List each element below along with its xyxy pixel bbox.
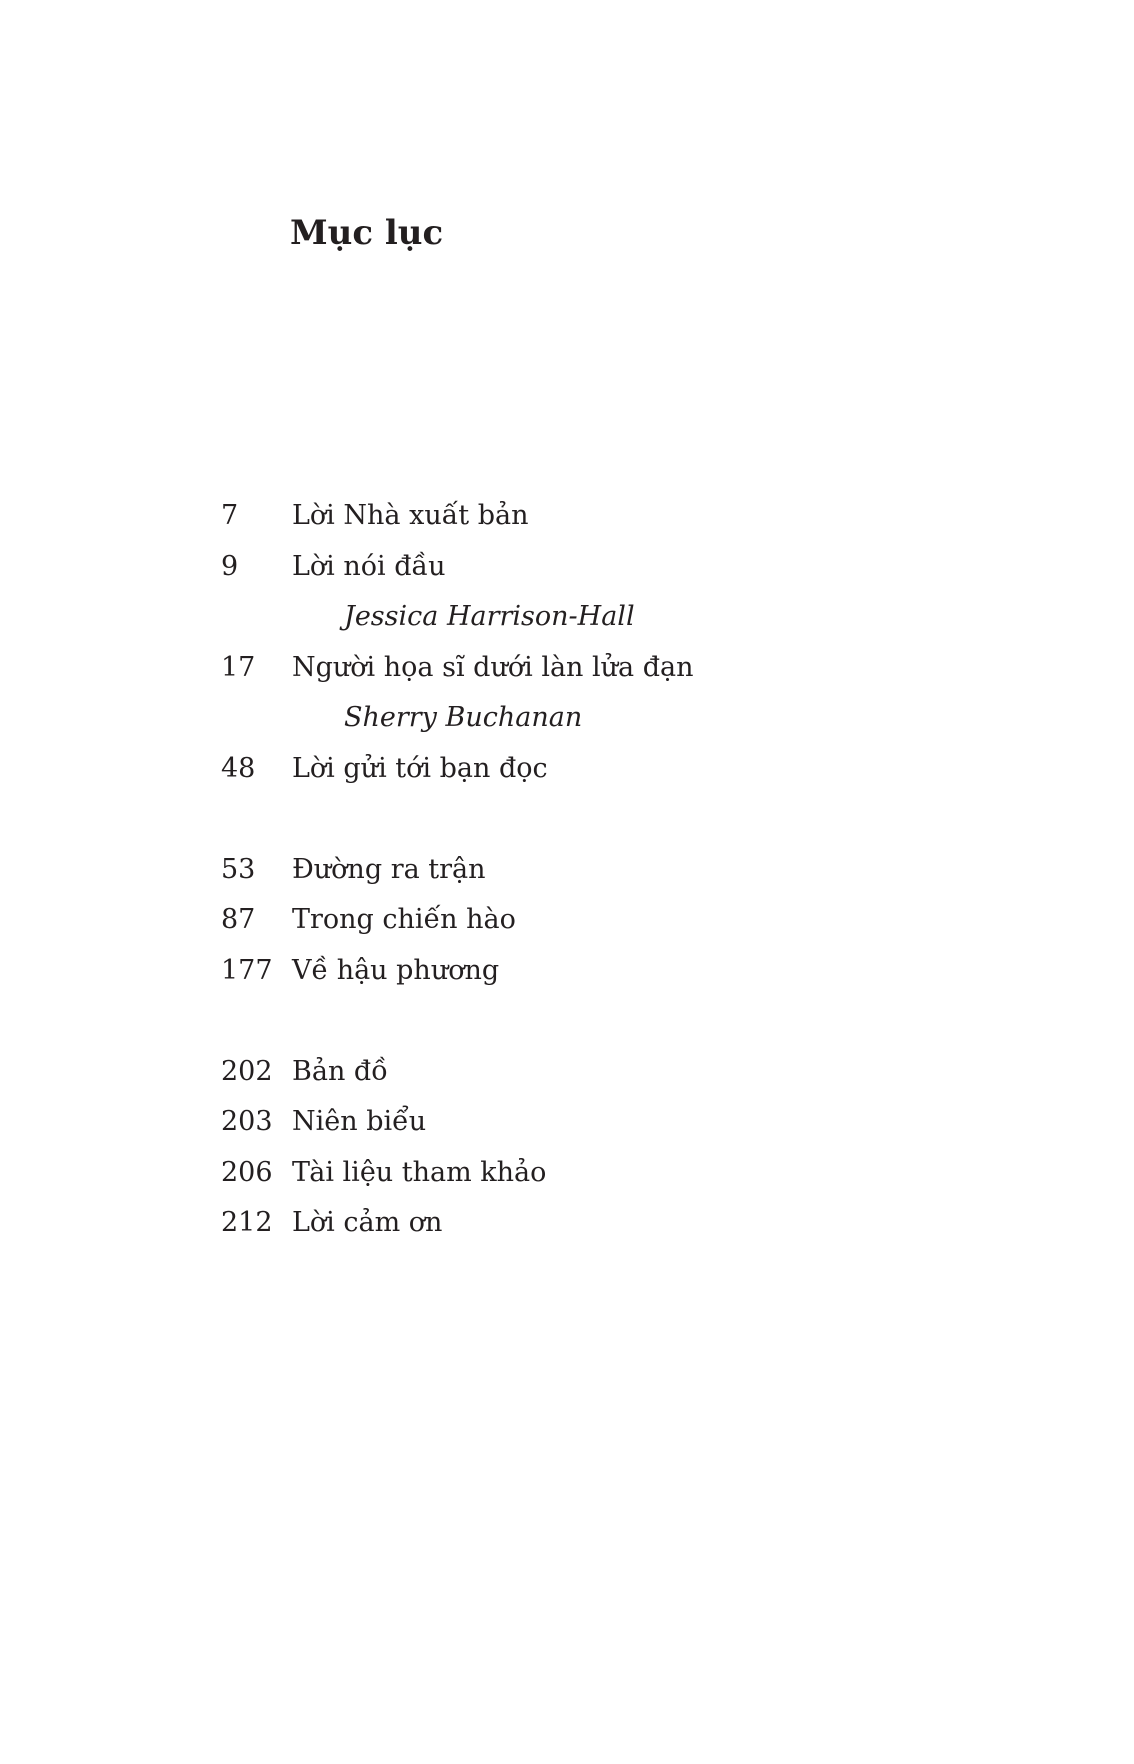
toc-entry-title: Bản đồ xyxy=(292,1055,388,1087)
toc-page-number: 206 xyxy=(221,1156,273,1188)
toc-entry-title: Lời Nhà xuất bản xyxy=(292,500,529,531)
toc-entry[interactable] xyxy=(221,744,1021,795)
toc-entry-title: Niên biểu xyxy=(292,1106,427,1137)
toc-entry-author: Jessica Harrison-Hall xyxy=(344,601,635,632)
toc-entry-title: Lời cảm ơn xyxy=(292,1207,443,1238)
toc-page-number: 87 xyxy=(221,904,256,935)
toc-page-number: 9 xyxy=(221,550,239,582)
toc-entry-title: Người họa sĩ dưới làn lửa đạn xyxy=(292,651,694,683)
toc-entry[interactable] xyxy=(221,1198,1021,1249)
table-of-contents xyxy=(221,491,1021,1249)
toc-entry-title: Tài liệu tham khảo xyxy=(292,1156,547,1188)
toc-page-number: 177 xyxy=(221,954,273,986)
toc-page-number: 212 xyxy=(221,1207,273,1238)
toc-page-number: 7 xyxy=(221,500,239,531)
toc-page-number: 17 xyxy=(221,651,256,683)
toc-page-number: 202 xyxy=(221,1055,273,1087)
toc-entry-title: Về hậu phương xyxy=(292,954,500,986)
toc-entry-title: Lời gửi tới bạn đọc xyxy=(292,752,548,784)
section-gap xyxy=(221,996,1021,1047)
toc-page-number: 203 xyxy=(221,1106,273,1137)
toc-entry[interactable] xyxy=(221,542,1021,593)
page-title: Mục lục xyxy=(290,213,444,253)
toc-entry[interactable] xyxy=(221,845,1021,896)
toc-entry[interactable] xyxy=(221,1047,1021,1098)
toc-entry[interactable] xyxy=(221,643,1021,694)
toc-page-number: 53 xyxy=(221,853,256,885)
toc-page-number: 48 xyxy=(221,752,256,784)
toc-entry-author: Sherry Buchanan xyxy=(344,702,583,733)
toc-entry[interactable] xyxy=(221,491,1021,542)
section-gap xyxy=(221,794,1021,845)
toc-entry[interactable] xyxy=(221,946,1021,997)
toc-entry[interactable] xyxy=(221,1148,1021,1199)
toc-entry-title: Đường ra trận xyxy=(292,853,486,885)
toc-entry[interactable] xyxy=(221,895,1021,946)
toc-entry-title: Trong chiến hào xyxy=(292,904,516,935)
toc-entry-title: Lời nói đầu xyxy=(292,550,446,582)
toc-entry[interactable] xyxy=(221,1097,1021,1148)
